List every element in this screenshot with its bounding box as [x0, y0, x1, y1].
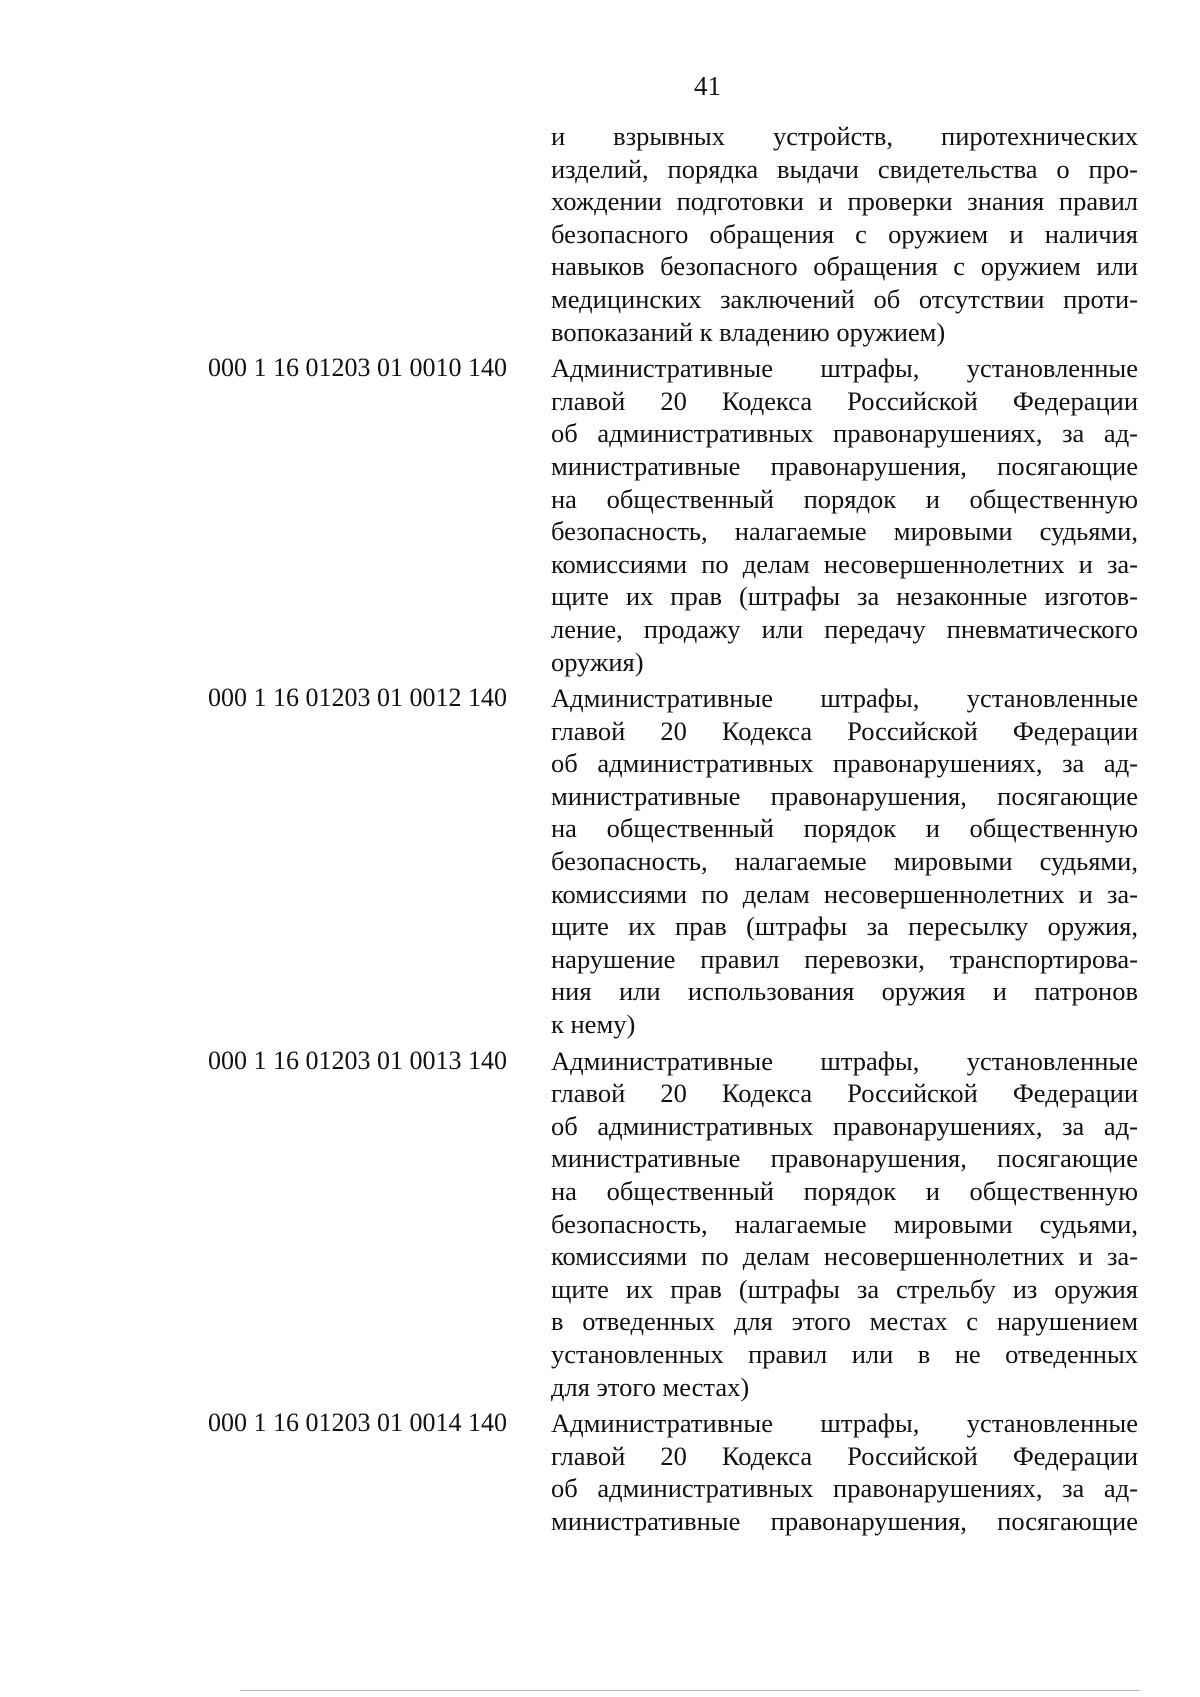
description-line: нарушение правил перевозки, транспортирова-	[551, 943, 1138, 974]
description-line: об административных правонарушениях, за ад-	[551, 418, 1138, 449]
budget-code: 000 1 16 01203 01 0014 140	[208, 1408, 507, 1438]
description-line: ния или использования оружия и патронов	[551, 976, 1138, 1007]
description-line: главой 20 Кодекса Российской Федерации	[551, 1078, 1138, 1109]
table-row	[208, 1045, 1138, 1404]
description-line: министративные правонарушения, посягающие	[551, 450, 1138, 481]
description-line: хождении подготовки и проверки знания правил	[551, 186, 1138, 217]
description-line: безопасного обращения с оружием и наличия	[551, 218, 1138, 249]
description-line: безопасность, налагаемые мировыми судьями,	[551, 846, 1138, 877]
page-number: 41	[694, 71, 721, 101]
entry-description	[551, 682, 1138, 1041]
description-line: безопасность, налагаемые мировыми судьями,	[551, 1208, 1138, 1239]
table-row	[208, 1407, 1138, 1537]
description-line: министративные правонарушения, посягающие	[551, 1143, 1138, 1174]
table-row	[208, 352, 1138, 678]
description-line: главой 20 Кодекса Российской Федерации	[551, 715, 1138, 746]
table-row	[208, 120, 1138, 348]
description-line: об административных правонарушениях, за ад-	[551, 1110, 1138, 1141]
description-line: медицинских заключений об отсутствии проти-	[551, 283, 1138, 314]
description-line: Административные штрафы, установленные	[551, 1045, 1138, 1076]
budget-code: 000 1 16 01203 01 0012 140	[208, 683, 507, 713]
description-line: Административные штрафы, установленные	[551, 353, 1138, 384]
description-line: щите их прав (штрафы за незаконные изготов-	[551, 581, 1138, 612]
description-line: комиссиями по делам несовершеннолетних и за-	[551, 878, 1138, 909]
entry-description	[551, 1407, 1138, 1537]
description-line: об административных правонарушениях, за ад-	[551, 748, 1138, 779]
budget-code: 000 1 16 01203 01 0010 140	[208, 353, 507, 383]
description-line: навыков безопасного обращения с оружием или	[551, 251, 1138, 282]
description-line: об административных правонарушениях, за ад-	[551, 1473, 1138, 1504]
description-line: для этого местах)	[551, 1371, 750, 1402]
description-line: к нему)	[551, 1009, 636, 1040]
footer-rule	[240, 1690, 1140, 1691]
entry-description	[551, 120, 1138, 348]
description-line: щите их прав (штрафы за пересылку оружия,	[551, 911, 1138, 942]
table-row	[208, 682, 1138, 1041]
description-line: на общественный порядок и общественную	[551, 813, 1138, 844]
description-line: изделий, порядка выдачи свидетельства о про-	[551, 153, 1138, 184]
description-line: щите их прав (штрафы за стрельбу из оружия	[551, 1273, 1138, 1304]
description-line: вопоказаний к владению оружием)	[551, 316, 946, 347]
budget-code-table	[208, 120, 1138, 1542]
budget-code: 000 1 16 01203 01 0013 140	[208, 1045, 507, 1075]
description-line: министративные правонарушения, посягающие	[551, 780, 1138, 811]
description-line: установленных правил или в не отведенных	[551, 1338, 1138, 1369]
description-line: ление, продажу или передачу пневматического	[551, 613, 1138, 644]
description-line: безопасность, налагаемые мировыми судьями,	[551, 516, 1138, 547]
description-line: главой 20 Кодекса Российской Федерации	[551, 1440, 1138, 1471]
description-line: главой 20 Кодекса Российской Федерации	[551, 385, 1138, 416]
entry-description	[551, 352, 1138, 678]
description-line: на общественный порядок и общественную	[551, 1176, 1138, 1206]
description-line: комиссиями по делам несовершеннолетних и за-	[551, 1241, 1138, 1272]
description-line: комиссиями по делам несовершеннолетних и за-	[551, 548, 1138, 579]
description-line: министративные правонарушения, посягающие	[551, 1505, 1138, 1536]
description-line: на общественный порядок и общественную	[551, 483, 1138, 514]
description-line: в отведенных для этого местах с нарушением	[551, 1306, 1138, 1337]
description-line: Административные штрафы, установленные	[551, 683, 1138, 714]
description-line: оружия)	[551, 646, 644, 677]
description-line: и взрывных устройств, пиротехнических	[551, 121, 1138, 151]
description-line: Административные штрафы, установленные	[551, 1408, 1138, 1439]
entry-description	[551, 1045, 1138, 1404]
